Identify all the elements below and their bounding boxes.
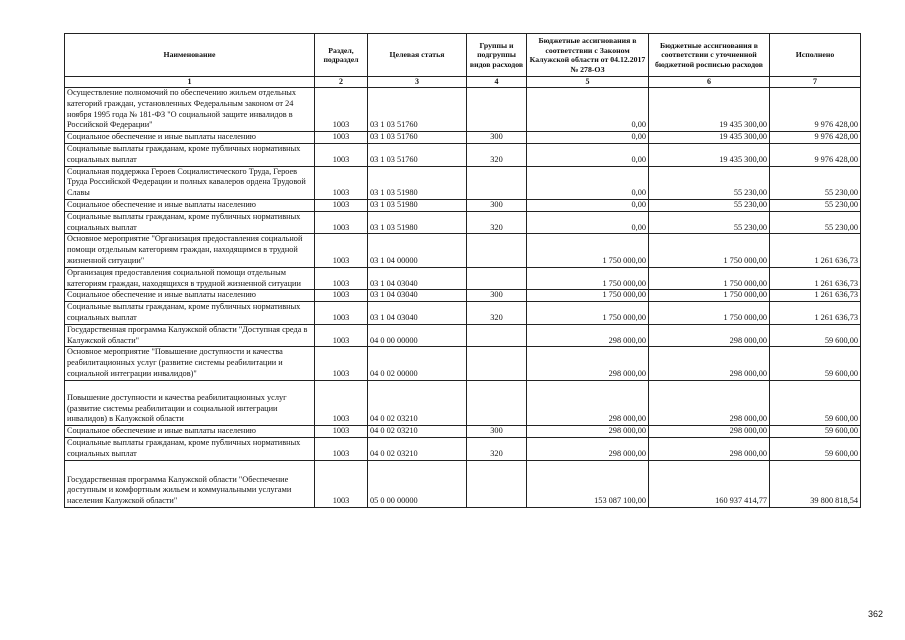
row-target-article: 03 1 04 03040 bbox=[368, 267, 467, 290]
header-refined-allocations: Бюджетные ассигнования в соответствии с уточненной бюджетной росписью расходов bbox=[649, 34, 770, 77]
table-header-row bbox=[65, 34, 861, 77]
row-law-allocation: 0,00 bbox=[527, 166, 649, 199]
row-expense-group bbox=[467, 347, 527, 380]
row-target-article: 03 1 03 51980 bbox=[368, 211, 467, 234]
table-row bbox=[65, 460, 861, 507]
row-expense-group: 300 bbox=[467, 426, 527, 438]
row-section: 1003 bbox=[315, 267, 368, 290]
table-row bbox=[65, 437, 861, 460]
row-law-allocation: 0,00 bbox=[527, 88, 649, 132]
row-target-article: 04 0 00 00000 bbox=[368, 324, 467, 347]
row-section: 1003 bbox=[315, 88, 368, 132]
row-expense-group: 320 bbox=[467, 211, 527, 234]
row-name: Осуществление полномочий по обеспечению жильем отдельных категорий граждан, установленных Федеральным законом от 24 ноября 1995 года № 181-ФЗ "О социальной защите инвалидов в Российской Федерации" bbox=[65, 88, 315, 132]
budget-table bbox=[64, 33, 861, 508]
row-executed: 39 800 818,54 bbox=[770, 460, 861, 507]
row-refined-allocation: 19 435 300,00 bbox=[649, 132, 770, 144]
row-section: 1003 bbox=[315, 302, 368, 325]
row-name: Социальное обеспечение и иные выплаты населению bbox=[65, 290, 315, 302]
row-refined-allocation: 19 435 300,00 bbox=[649, 88, 770, 132]
row-refined-allocation: 55 230,00 bbox=[649, 199, 770, 211]
row-law-allocation: 298 000,00 bbox=[527, 437, 649, 460]
row-name: Повышение доступности и качества реабилитационных услуг (развитие системы реабилитации и социальной интеграции инвалидов) в Калужской области bbox=[65, 380, 315, 425]
row-law-allocation: 1 750 000,00 bbox=[527, 290, 649, 302]
row-refined-allocation: 1 750 000,00 bbox=[649, 290, 770, 302]
row-law-allocation: 298 000,00 bbox=[527, 380, 649, 425]
row-executed: 9 976 428,00 bbox=[770, 88, 861, 132]
row-executed: 1 261 636,73 bbox=[770, 267, 861, 290]
row-law-allocation: 1 750 000,00 bbox=[527, 302, 649, 325]
table-row bbox=[65, 211, 861, 234]
row-refined-allocation: 298 000,00 bbox=[649, 380, 770, 425]
row-target-article: 03 1 04 03040 bbox=[368, 302, 467, 325]
row-name: Социальные выплаты гражданам, кроме публичных нормативных социальных выплат bbox=[65, 302, 315, 325]
row-target-article: 03 1 03 51760 bbox=[368, 88, 467, 132]
table-row bbox=[65, 199, 861, 211]
row-refined-allocation: 1 750 000,00 bbox=[649, 234, 770, 267]
row-target-article: 04 0 02 03210 bbox=[368, 426, 467, 438]
page-number: 362 bbox=[868, 609, 884, 619]
table-row bbox=[65, 166, 861, 199]
row-expense-group bbox=[467, 88, 527, 132]
column-number: 4 bbox=[467, 77, 527, 88]
row-executed: 9 976 428,00 bbox=[770, 143, 861, 166]
row-section: 1003 bbox=[315, 166, 368, 199]
row-expense-group bbox=[467, 267, 527, 290]
row-name: Организация предоставления социальной помощи отдельным категориям граждан, находящихся в трудной жизненной ситуации bbox=[65, 267, 315, 290]
row-section: 1003 bbox=[315, 324, 368, 347]
row-executed: 59 600,00 bbox=[770, 380, 861, 425]
header-expense-groups: Группы и подгруппы видов расходов bbox=[467, 34, 527, 77]
table-row bbox=[65, 324, 861, 347]
table-row bbox=[65, 88, 861, 132]
row-section: 1003 bbox=[315, 199, 368, 211]
column-number: 2 bbox=[315, 77, 368, 88]
row-executed: 1 261 636,73 bbox=[770, 290, 861, 302]
row-executed: 55 230,00 bbox=[770, 199, 861, 211]
row-law-allocation: 298 000,00 bbox=[527, 347, 649, 380]
row-expense-group: 320 bbox=[467, 437, 527, 460]
row-expense-group: 320 bbox=[467, 302, 527, 325]
row-refined-allocation: 160 937 414,77 bbox=[649, 460, 770, 507]
row-name: Государственная программа Калужской области "Обеспечение доступным и комфортным жильем и коммунальными услугами населения Калужской области" bbox=[65, 460, 315, 507]
row-law-allocation: 0,00 bbox=[527, 143, 649, 166]
row-expense-group: 300 bbox=[467, 199, 527, 211]
row-section: 1003 bbox=[315, 143, 368, 166]
row-refined-allocation: 19 435 300,00 bbox=[649, 143, 770, 166]
row-law-allocation: 0,00 bbox=[527, 132, 649, 144]
row-executed: 59 600,00 bbox=[770, 426, 861, 438]
row-section: 1003 bbox=[315, 211, 368, 234]
table-row bbox=[65, 132, 861, 144]
row-target-article: 03 1 04 00000 bbox=[368, 234, 467, 267]
row-target-article: 05 0 00 00000 bbox=[368, 460, 467, 507]
table-row bbox=[65, 426, 861, 438]
header-section: Раздел, подраздел bbox=[315, 34, 368, 77]
row-target-article: 03 1 03 51760 bbox=[368, 132, 467, 144]
row-refined-allocation: 1 750 000,00 bbox=[649, 267, 770, 290]
header-executed: Исполнено bbox=[770, 34, 861, 77]
row-expense-group: 320 bbox=[467, 143, 527, 166]
row-law-allocation: 0,00 bbox=[527, 199, 649, 211]
table-row bbox=[65, 234, 861, 267]
row-section: 1003 bbox=[315, 437, 368, 460]
row-law-allocation: 153 087 100,00 bbox=[527, 460, 649, 507]
row-law-allocation: 0,00 bbox=[527, 211, 649, 234]
row-section: 1003 bbox=[315, 132, 368, 144]
row-name: Государственная программа Калужской области "Доступная среда в Калужской области" bbox=[65, 324, 315, 347]
row-name: Социальные выплаты гражданам, кроме публичных нормативных социальных выплат bbox=[65, 437, 315, 460]
row-target-article: 03 1 04 03040 bbox=[368, 290, 467, 302]
row-name: Основное мероприятие "Повышение доступности и качества реабилитационных услуг (развитие системы реабилитации и социальной интеграции инвалидов)" bbox=[65, 347, 315, 380]
row-executed: 55 230,00 bbox=[770, 166, 861, 199]
row-expense-group bbox=[467, 324, 527, 347]
row-name: Основное мероприятие "Организация предоставления социальной помощи отдельным категориям граждан, находящимся в трудной жизненной ситуации" bbox=[65, 234, 315, 267]
row-refined-allocation: 298 000,00 bbox=[649, 347, 770, 380]
row-target-article: 04 0 02 03210 bbox=[368, 437, 467, 460]
row-law-allocation: 298 000,00 bbox=[527, 426, 649, 438]
row-executed: 1 261 636,73 bbox=[770, 234, 861, 267]
row-executed: 59 600,00 bbox=[770, 347, 861, 380]
column-number: 5 bbox=[527, 77, 649, 88]
row-name: Социальное обеспечение и иные выплаты населению bbox=[65, 199, 315, 211]
column-number-row bbox=[65, 77, 861, 88]
row-expense-group: 300 bbox=[467, 132, 527, 144]
row-target-article: 03 1 03 51760 bbox=[368, 143, 467, 166]
row-executed: 59 600,00 bbox=[770, 437, 861, 460]
header-law-allocations: Бюджетные ассигнования в соответствии с Законом Калужской области от 04.12.2017 № 278-ОЗ bbox=[527, 34, 649, 77]
row-section: 1003 bbox=[315, 380, 368, 425]
column-number: 3 bbox=[368, 77, 467, 88]
row-expense-group bbox=[467, 234, 527, 267]
row-refined-allocation: 1 750 000,00 bbox=[649, 302, 770, 325]
row-target-article: 03 1 03 51980 bbox=[368, 166, 467, 199]
row-section: 1003 bbox=[315, 426, 368, 438]
row-name: Социальные выплаты гражданам, кроме публичных нормативных социальных выплат bbox=[65, 211, 315, 234]
row-executed: 1 261 636,73 bbox=[770, 302, 861, 325]
table-row bbox=[65, 347, 861, 380]
row-name: Социальные выплаты гражданам, кроме публичных нормативных социальных выплат bbox=[65, 143, 315, 166]
row-refined-allocation: 298 000,00 bbox=[649, 324, 770, 347]
row-expense-group bbox=[467, 166, 527, 199]
row-section: 1003 bbox=[315, 347, 368, 380]
header-target-article: Целевая статья bbox=[368, 34, 467, 77]
row-section: 1003 bbox=[315, 460, 368, 507]
row-refined-allocation: 55 230,00 bbox=[649, 166, 770, 199]
table-row bbox=[65, 380, 861, 425]
row-law-allocation: 1 750 000,00 bbox=[527, 267, 649, 290]
row-name: Социальное обеспечение и иные выплаты населению bbox=[65, 132, 315, 144]
table-row bbox=[65, 302, 861, 325]
table-body bbox=[65, 88, 861, 508]
row-name: Социальное обеспечение и иные выплаты населению bbox=[65, 426, 315, 438]
row-executed: 59 600,00 bbox=[770, 324, 861, 347]
row-refined-allocation: 55 230,00 bbox=[649, 211, 770, 234]
row-executed: 55 230,00 bbox=[770, 211, 861, 234]
column-number: 7 bbox=[770, 77, 861, 88]
row-law-allocation: 298 000,00 bbox=[527, 324, 649, 347]
row-section: 1003 bbox=[315, 234, 368, 267]
row-name: Социальная поддержка Героев Социалистического Труда, Героев Труда Российской Федерации и полных кавалеров ордена Трудовой Славы bbox=[65, 166, 315, 199]
row-executed: 9 976 428,00 bbox=[770, 132, 861, 144]
row-refined-allocation: 298 000,00 bbox=[649, 426, 770, 438]
row-expense-group bbox=[467, 460, 527, 507]
row-law-allocation: 1 750 000,00 bbox=[527, 234, 649, 267]
row-target-article: 04 0 02 03210 bbox=[368, 380, 467, 425]
row-section: 1003 bbox=[315, 290, 368, 302]
table-row bbox=[65, 143, 861, 166]
column-number: 1 bbox=[65, 77, 315, 88]
row-target-article: 04 0 02 00000 bbox=[368, 347, 467, 380]
row-expense-group: 300 bbox=[467, 290, 527, 302]
column-number: 6 bbox=[649, 77, 770, 88]
table-row bbox=[65, 290, 861, 302]
row-refined-allocation: 298 000,00 bbox=[649, 437, 770, 460]
table-row bbox=[65, 267, 861, 290]
row-target-article: 03 1 03 51980 bbox=[368, 199, 467, 211]
row-expense-group bbox=[467, 380, 527, 425]
header-name: Наименование bbox=[65, 34, 315, 77]
